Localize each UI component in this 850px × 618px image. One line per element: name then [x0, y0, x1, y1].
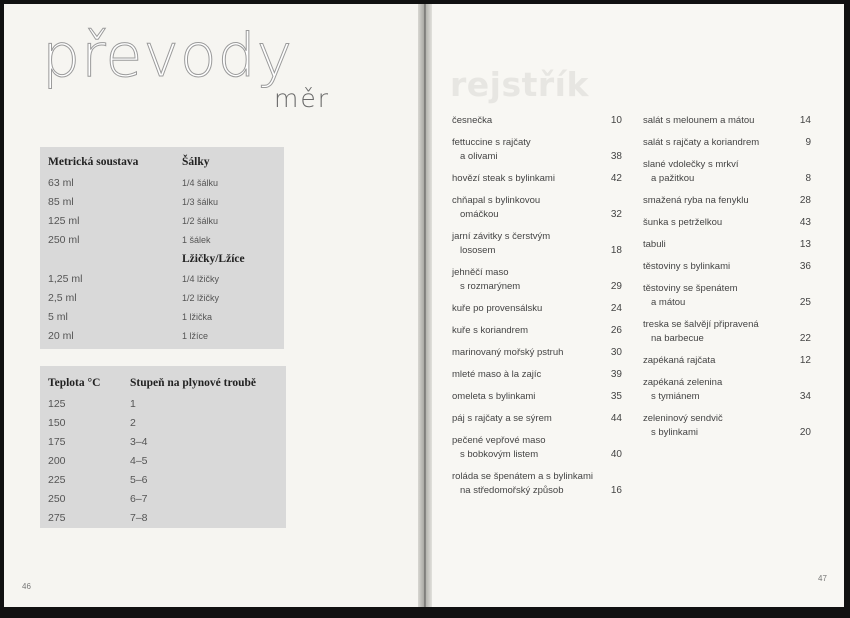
entry-text: treska se šalvějí připravená — [643, 319, 759, 330]
entry-page: 18 — [610, 245, 622, 256]
entry-text: omeleta s bylinkami — [452, 391, 536, 402]
gas-mark-cell: 3–4 — [130, 435, 148, 448]
spoons-cell: 1 lžička — [182, 311, 213, 322]
index-entry — [643, 282, 811, 310]
entry-text-cont: s bobkovým listem — [460, 449, 539, 460]
temperature-cell: 150 — [48, 416, 66, 429]
cups-header: Šálky — [182, 156, 210, 168]
table-row — [48, 432, 256, 451]
entry-page: 34 — [799, 391, 811, 402]
metric-header: Metrická soustava — [48, 156, 139, 168]
entry-text-cont: s tymiánem — [651, 391, 700, 402]
entry-text: mleté maso à la zajíc — [452, 369, 542, 380]
entry-page: 10 — [610, 115, 622, 126]
index-entry — [452, 412, 622, 426]
table-row — [48, 451, 256, 470]
index-entry — [452, 172, 622, 186]
entry-text-cont: na středomořský způsob — [460, 485, 564, 496]
table-row — [48, 394, 256, 413]
entry-page: 8 — [805, 173, 811, 184]
table-row — [48, 288, 245, 307]
entry-page: 25 — [799, 297, 811, 308]
entry-page: 22 — [799, 333, 811, 344]
spoons-cell: 1/2 lžičky — [182, 292, 220, 303]
entry-page: 32 — [610, 209, 622, 220]
book-gutter — [418, 4, 432, 607]
gas-mark-cell: 6–7 — [130, 492, 148, 505]
spoons-cell: 1/4 lžičky — [182, 273, 220, 284]
table-row — [48, 269, 245, 288]
page-subtitle: měr — [274, 84, 331, 113]
entry-text: šunka s petrželkou — [643, 217, 723, 228]
index-column-left — [452, 114, 622, 506]
entry-text-cont: na barbecue — [651, 333, 704, 344]
index-entry — [452, 390, 622, 404]
entry-text: těstoviny s bylinkami — [643, 261, 731, 272]
index-entry — [643, 216, 811, 230]
entry-text: zapékaná rajčata — [643, 355, 716, 366]
gas-mark-cell: 4–5 — [130, 454, 148, 467]
entry-text-cont: a olivami — [460, 151, 498, 162]
entry-page: 24 — [610, 303, 622, 314]
entry-text: zapékaná zelenina — [643, 377, 723, 388]
metric-cell: 85 ml — [48, 195, 74, 208]
entry-text: páj s rajčaty a se sýrem — [452, 413, 552, 424]
metric-cell: 1,25 ml — [48, 272, 83, 285]
entry-page: 9 — [805, 137, 811, 148]
table-row — [48, 307, 245, 326]
temperature-header: Teplota °C — [48, 377, 101, 389]
index-entry — [452, 266, 622, 294]
table-row — [48, 326, 245, 345]
cups-cell: 1/2 šálku — [182, 215, 219, 226]
page-number: 47 — [818, 574, 827, 583]
table-row — [48, 470, 256, 489]
entry-text: hovězí steak s bylinkami — [452, 173, 555, 184]
entry-text: roláda se špenátem a s bylinkami — [452, 471, 593, 482]
entry-text-cont: omáčkou — [460, 209, 499, 220]
entry-text: fettuccine s rajčaty — [452, 137, 531, 148]
temperature-table — [48, 372, 256, 527]
page-number: 46 — [22, 582, 31, 591]
entry-text: kuře s koriandrem — [452, 325, 529, 336]
metric-cell: 2,5 ml — [48, 291, 77, 304]
entry-text: jarní závitky s čerstvým — [452, 231, 551, 242]
index-entry — [643, 354, 811, 368]
metric-cell: 250 ml — [48, 233, 80, 246]
index-entry — [643, 238, 811, 252]
entry-text: těstoviny se špenátem — [643, 283, 738, 294]
left-page — [4, 4, 424, 607]
index-entry — [452, 114, 622, 128]
index-entry — [452, 470, 622, 498]
index-entry — [643, 318, 811, 346]
table-row — [48, 173, 245, 192]
gas-mark-cell: 2 — [130, 416, 136, 429]
entry-page: 16 — [610, 485, 622, 496]
index-entry — [643, 194, 811, 208]
cups-cell: 1/4 šálku — [182, 177, 219, 188]
table-row — [48, 192, 245, 211]
entry-text-cont: lososem — [460, 245, 496, 256]
metric-cell: 20 ml — [48, 329, 74, 342]
entry-page: 40 — [610, 449, 622, 460]
entry-page: 38 — [610, 151, 622, 162]
measures-table — [48, 151, 245, 345]
entry-page: 13 — [799, 239, 811, 250]
entry-text: slané vdolečky s mrkví — [643, 159, 739, 170]
index-entry — [452, 136, 622, 164]
page-title: převody — [42, 21, 294, 91]
gas-mark-cell: 7–8 — [130, 511, 148, 524]
entry-page: 30 — [610, 347, 622, 358]
index-entry — [452, 230, 622, 258]
metric-cell: 63 ml — [48, 176, 74, 189]
measures-table-panel — [40, 147, 284, 349]
entry-text-cont: a pažitkou — [651, 173, 695, 184]
entry-text: kuře po provensálsku — [452, 303, 543, 314]
index-entry — [452, 302, 622, 316]
index-entry — [452, 368, 622, 382]
index-entry — [643, 412, 811, 440]
index-entry — [452, 346, 622, 360]
index-entry — [452, 434, 622, 462]
index-entry — [643, 376, 811, 404]
entry-page: 28 — [799, 195, 811, 206]
metric-cell: 5 ml — [48, 310, 68, 323]
index-entry — [643, 158, 811, 186]
entry-page: 14 — [799, 115, 811, 126]
cups-cell: 1/3 šálku — [182, 196, 219, 207]
entry-page: 39 — [610, 369, 622, 380]
entry-text: zeleninový sendvič — [643, 413, 723, 424]
table-row — [48, 508, 256, 527]
index-entry — [452, 194, 622, 222]
index-entry — [643, 260, 811, 274]
gas-mark-cell: 5–6 — [130, 473, 148, 486]
metric-cell: 125 ml — [48, 214, 80, 227]
index-column-right — [643, 114, 811, 448]
entry-page: 42 — [610, 173, 622, 184]
gas-mark-header: Stupeň na plynové troubě — [130, 377, 257, 389]
entry-page: 26 — [610, 325, 622, 336]
entry-text-cont: s bylinkami — [651, 427, 698, 438]
temperature-table-panel — [40, 366, 286, 528]
entry-page: 44 — [610, 413, 622, 424]
entry-page: 20 — [799, 427, 811, 438]
index-title: rejstřík — [450, 65, 589, 104]
entry-page: 29 — [610, 281, 622, 292]
table-row — [48, 211, 245, 230]
entry-text: salát s rajčaty a koriandrem — [643, 137, 760, 148]
temperature-cell: 175 — [48, 435, 66, 448]
entry-page: 12 — [799, 355, 811, 366]
cups-cell: 1 šálek — [182, 234, 211, 245]
entry-text: chňapal s bylinkovou — [452, 195, 541, 206]
entry-text: smažená ryba na fenyklu — [643, 195, 749, 206]
entry-page: 43 — [799, 217, 811, 228]
entry-text: jehněčí maso — [452, 267, 509, 278]
temperature-cell: 275 — [48, 511, 66, 524]
entry-page: 35 — [610, 391, 622, 402]
entry-text: tabuli — [643, 239, 666, 250]
entry-text: marinovaný mořský pstruh — [452, 347, 564, 358]
index-entry — [643, 136, 811, 150]
entry-text: česnečka — [452, 115, 493, 126]
entry-text: salát s melounem a mátou — [643, 115, 755, 126]
table-row — [48, 489, 256, 508]
table-row — [48, 230, 245, 249]
temperature-cell: 200 — [48, 454, 66, 467]
entry-text-cont: a mátou — [651, 297, 686, 308]
gas-mark-cell: 1 — [130, 397, 136, 410]
entry-text: pečené vepřové maso — [452, 435, 546, 446]
right-page — [426, 4, 844, 607]
entry-page: 36 — [799, 261, 811, 272]
spoons-cell: 1 lžíce — [182, 330, 209, 341]
table-row — [48, 413, 256, 432]
spoons-header: Lžičky/Lžíce — [182, 253, 245, 265]
temperature-cell: 250 — [48, 492, 66, 505]
index-entry — [643, 114, 811, 128]
temperature-cell: 125 — [48, 397, 66, 410]
entry-text-cont: s rozmarýnem — [460, 281, 521, 292]
temperature-cell: 225 — [48, 473, 66, 486]
index-entry — [452, 324, 622, 338]
